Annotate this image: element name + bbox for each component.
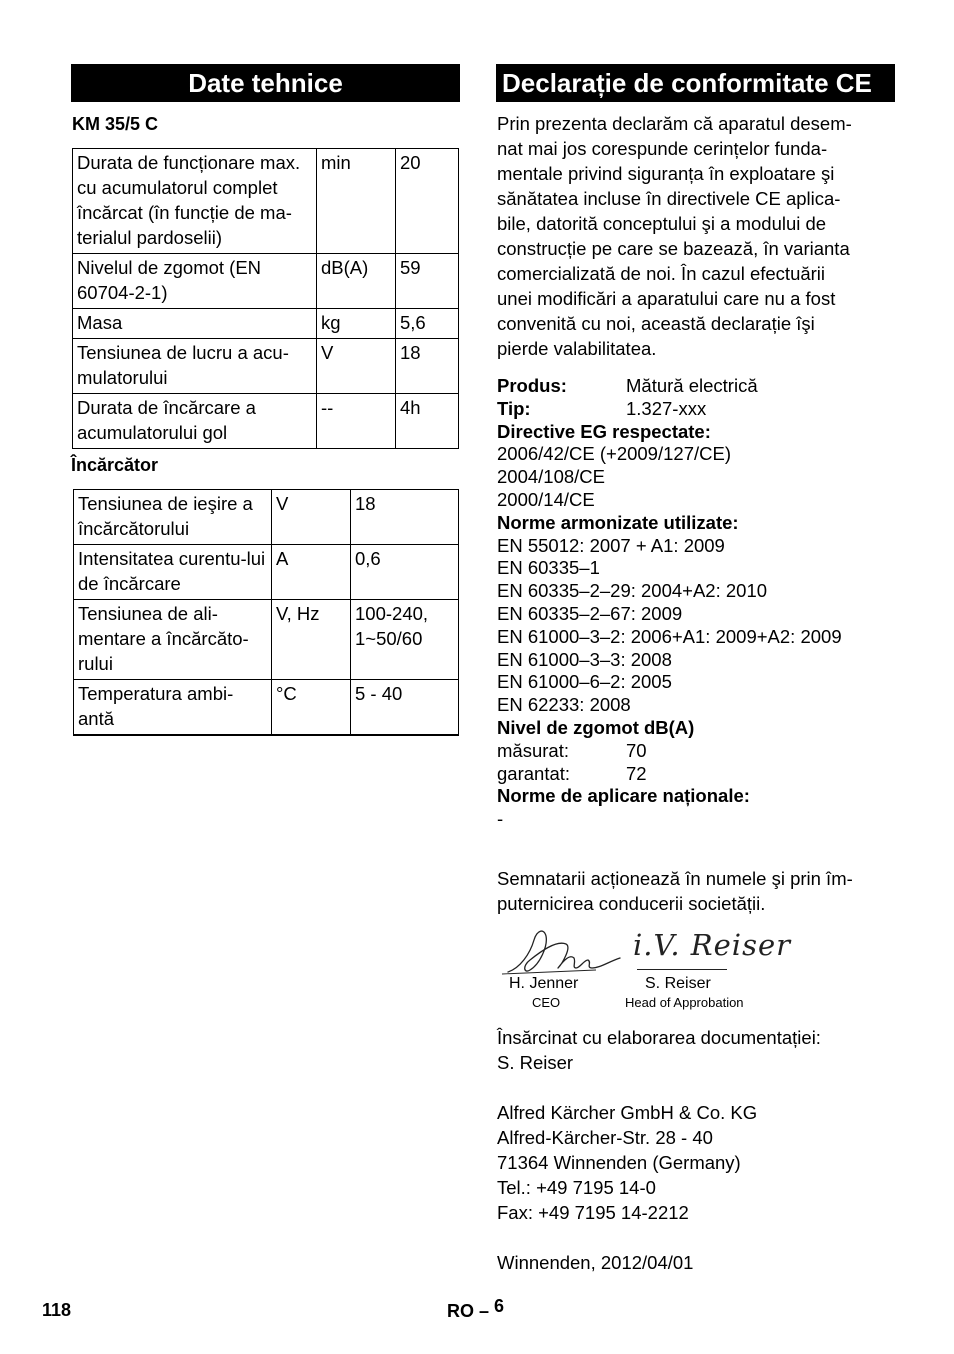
intro-line: unei modificări a aparatului care nu a fost (497, 288, 836, 309)
norm-item: EN 60335–2–67: 2009 (497, 602, 683, 624)
measured-label: măsurat: (497, 739, 569, 761)
table-cell-value: 100-240, 1~50/60 (351, 600, 459, 680)
table-cell-unit: -- (317, 394, 396, 449)
product-label: Produs: (497, 375, 567, 396)
guaranteed-label: garantat: (497, 762, 571, 784)
signature-reiser-line (637, 969, 727, 970)
norm-item: EN 60335–2–29: 2004+A2: 2010 (497, 580, 768, 602)
charger-data-table (73, 489, 459, 736)
type-label: Tip: (497, 397, 531, 419)
table-cell-unit: V (317, 339, 396, 394)
norms-label: Norme armonizate utilizate: (497, 511, 739, 533)
norm-item: EN 61000–3–2: 2006+A1: 2009+A2: 2009 (497, 625, 842, 647)
signers-line: Semnatarii acționează în numele şi prin îm- (497, 868, 853, 889)
signer2-name: S. Reiser (645, 975, 711, 992)
norm-item: EN 61000–3–3: 2008 (497, 648, 672, 670)
national-norms-label: Norme de aplicare naționale: (497, 785, 750, 807)
intro-line: comercializată de noi. În cazul efectuării (497, 263, 826, 284)
table-cell-unit: V (272, 490, 351, 545)
table-row (73, 254, 459, 309)
table-row (74, 680, 459, 736)
footer-language (447, 1296, 505, 1321)
product-row (497, 375, 917, 398)
table-row (74, 490, 459, 545)
table-row (73, 339, 459, 394)
table-row (74, 545, 459, 600)
norm-item: EN 60335–1 (497, 557, 600, 579)
place-date: Winnenden, 2012/04/01 (497, 1252, 694, 1273)
table-row (73, 394, 459, 449)
address-line: Alfred Kärcher GmbH & Co. KG (497, 1102, 758, 1123)
table-cell-unit: min (317, 149, 396, 254)
guaranteed-row (497, 763, 917, 786)
signer1-name: H. Jenner (509, 975, 579, 992)
type-row (497, 398, 917, 421)
table-cell-unit: kg (317, 309, 396, 339)
section-title-technical-data: Date tehnice (71, 64, 460, 102)
measured-value: 70 (626, 739, 647, 761)
documentation-label: Însărcinat cu elaborarea documentației: (497, 1027, 821, 1048)
product-value: Mătură electrică (626, 375, 758, 396)
declaration-details (497, 375, 917, 831)
table-cell-label: Tensiunea de ieşire a încărcătorului (74, 490, 272, 545)
table-cell-value: 4h (396, 394, 459, 449)
directive-item: 2000/14/CE (497, 488, 595, 510)
address-line: Fax: +49 7195 14-2212 (497, 1202, 689, 1223)
norm-item: EN 55012: 2007 + A1: 2009 (497, 534, 725, 556)
address-line: 71364 Winnenden (Germany) (497, 1152, 741, 1173)
intro-line: sănătatea incluse în directivele CE aplica- (497, 188, 841, 209)
signers-line: puternicirea conducerii societății. (497, 893, 766, 914)
signer1-title: CEO (532, 995, 561, 1010)
page-number: 118 (42, 1300, 72, 1320)
table-cell-label: Tensiunea de lucru a acu-mulatorului (73, 339, 317, 394)
table-row (74, 600, 459, 680)
table-cell-unit: V, Hz (272, 600, 351, 680)
norm-item: EN 61000–6–2: 2005 (497, 671, 672, 693)
table-cell-label: Nivelul de zgomot (EN 60704-2-1) (73, 254, 317, 309)
table-cell-label: Tensiunea de ali-mentare a încărcăto-rului (74, 600, 272, 680)
table-cell-value: 59 (396, 254, 459, 309)
table-cell-value: 5,6 (396, 309, 459, 339)
table-row (73, 309, 459, 339)
address-line: Alfred-Kärcher-Str. 28 - 40 (497, 1127, 713, 1148)
table-cell-label: Durata de funcționare max. cu acumulatorul complet încărcat (în funcție de ma-terialul pardoselii) (73, 149, 317, 254)
intro-line: convenită cu noi, această declarație îşi (497, 313, 815, 334)
measured-row (497, 740, 917, 763)
guaranteed-value: 72 (626, 762, 647, 784)
intro-line: pierde valabilitatea. (497, 338, 657, 359)
type-value: 1.327-xxx (626, 397, 707, 419)
table-cell-unit: A (272, 545, 351, 600)
intro-line: construcție pe care se bazează, în varianta (497, 238, 850, 259)
table-cell-value: 5 - 40 (351, 680, 459, 736)
address-line: Tel.: +49 7195 14-0 (497, 1177, 656, 1198)
national-norms-value: - (497, 808, 504, 830)
table-row (73, 149, 459, 254)
intro-line: mentale privind siguranța în exploatare şi (497, 163, 835, 184)
signature-jenner (500, 924, 625, 979)
table-cell-value: 20 (396, 149, 459, 254)
noise-label: Nivel de zgomot dB(A) (497, 716, 695, 738)
directives-label: Directive EG respectate: (497, 420, 711, 442)
table-cell-value: 0,6 (351, 545, 459, 600)
table-cell-value: 18 (396, 339, 459, 394)
technical-data-table (72, 148, 459, 449)
documentation-name: S. Reiser (497, 1052, 574, 1073)
intro-line: nat mai jos corespunde cerințelor funda- (497, 138, 828, 159)
table-cell-label: Durata de încărcare a acumulatorului gol (73, 394, 317, 449)
table-cell-unit: °C (272, 680, 351, 736)
table-cell-label: Temperatura ambi-antă (74, 680, 272, 736)
table-cell-label: Masa (73, 309, 317, 339)
norm-item: EN 62233: 2008 (497, 694, 631, 716)
table-cell-value: 18 (351, 490, 459, 545)
footer-sub-page: 6 (494, 1296, 505, 1316)
signer2-title: Head of Approbation (625, 995, 744, 1010)
declaration-intro (497, 111, 917, 361)
company-address (497, 1100, 917, 1225)
signature-reiser: i.V. Reiser (633, 928, 791, 962)
table-cell-label: Intensitatea curentu-lui de încărcare (74, 545, 272, 600)
charger-heading: Încărcător (71, 455, 159, 475)
footer-lang-code: RO (447, 1301, 474, 1321)
signers-statement (497, 866, 917, 916)
intro-line: bile, datorită conceptului şi a modului de (497, 213, 827, 234)
directive-item: 2004/108/CE (497, 466, 606, 488)
model-heading: KM 35/5 C (72, 114, 159, 134)
documentation-responsible (497, 1025, 917, 1075)
directive-item: 2006/42/CE (+2009/127/CE) (497, 443, 731, 465)
footer-dash: – (479, 1301, 490, 1321)
table-cell-unit: dB(A) (317, 254, 396, 309)
intro-line: Prin prezenta declarăm că aparatul desem- (497, 113, 852, 134)
section-title-declaration: Declarație de conformitate CE (496, 64, 895, 102)
